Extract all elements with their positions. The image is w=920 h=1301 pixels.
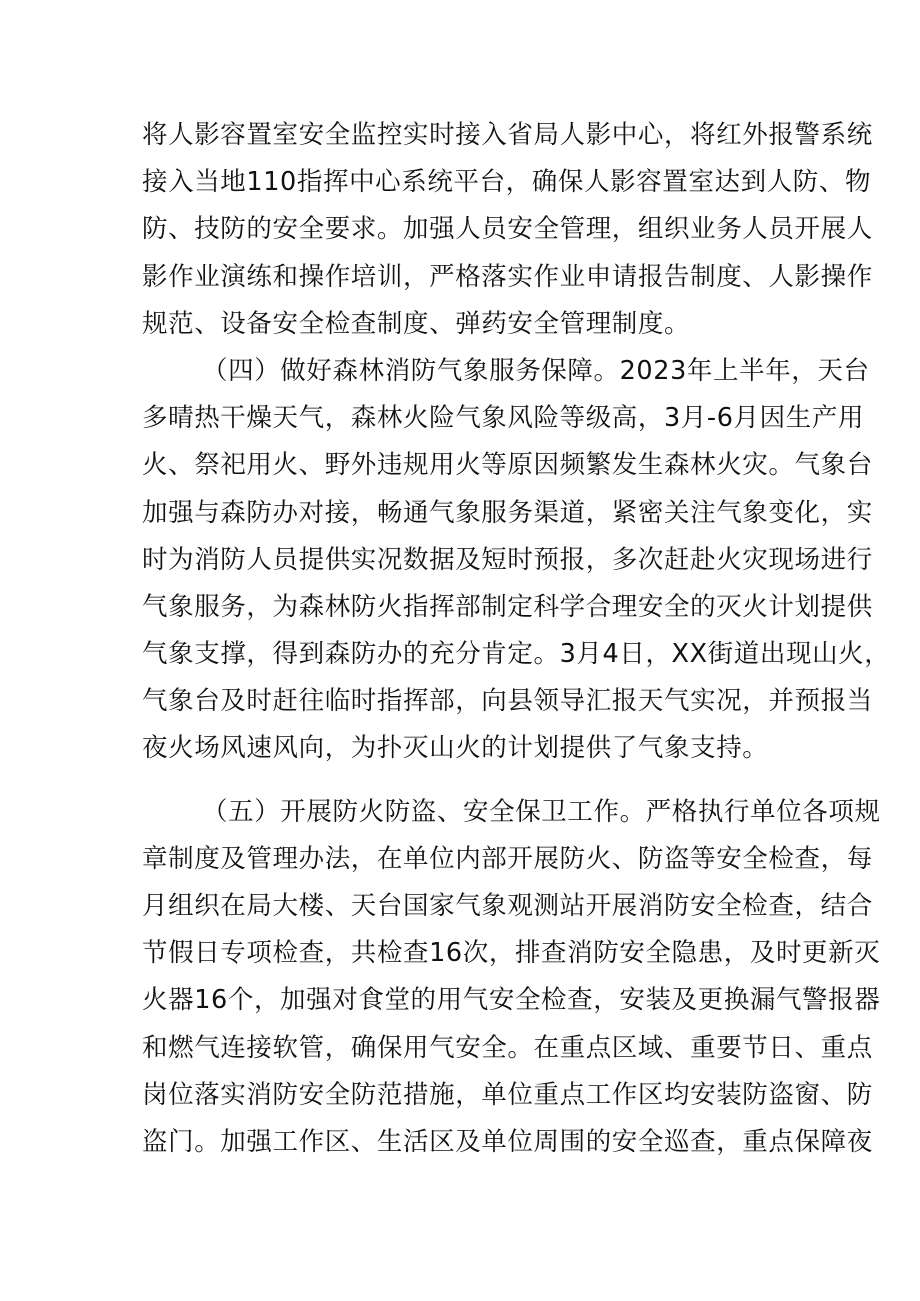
text-line: 和燃气连接软管，确保用气安全。在重点区域、重要节日、重点	[142, 1032, 873, 1063]
text-line: 火器16个，加强对食堂的用气安全检查，安装及更换漏气警报器	[142, 985, 881, 1016]
paragraph-security-monitoring	[142, 112, 873, 348]
text-line: （五）开展防火防盗、安全保卫工作。严格执行单位各项规	[202, 796, 881, 827]
text-line: 章制度及管理办法，在单位内部开展防火、防盗等安全检查，每	[142, 843, 873, 874]
text-line: 多晴热干燥天气，森林火险气象风险等级高，3月-6月因生产用	[142, 403, 865, 434]
paragraph-fire-theft-security	[142, 789, 881, 1167]
paragraph-forest-fire-service	[142, 348, 891, 773]
text-line: （四）做好森林消防气象服务保障。2023年上半年，天台	[202, 355, 870, 386]
text-line: 将人影容置室安全监控实时接入省局人影中心，将红外报警系统	[142, 120, 873, 150]
text-line: 气象台及时赶往临时指挥部，向县领导汇报天气实况，并预报当	[142, 686, 873, 717]
text-line: 影作业演练和操作培训，严格落实作业申请报告制度、人影操作	[142, 261, 873, 292]
text-line: 规范、设备安全检查制度、弹药安全管理制度。	[142, 308, 691, 339]
text-line: 气象服务，为森林防火指挥部制定科学合理安全的灭火计划提供	[142, 591, 873, 622]
text-line: 节假日专项检查，共检查16次，排查消防安全隐患，及时更新灭	[142, 938, 881, 969]
text-line: 火、祭祀用火、野外违规用火等原因频繁发生森林火灾。气象台	[142, 450, 873, 481]
text-line: 岗位落实消防安全防范措施，单位重点工作区均安装防盗窗、防	[142, 1079, 873, 1110]
document-body	[142, 112, 891, 1166]
text-line: 盗门。加强工作区、生活区及单位周围的安全巡查，重点保障夜	[142, 1126, 873, 1157]
paragraph-spacer	[142, 773, 792, 789]
text-line: 夜火场风速风向，为扑灭山火的计划提供了气象支持。	[142, 733, 769, 764]
text-line: 接入当地110指挥中心系统平台，确保人影容置室达到人防、物	[142, 167, 872, 198]
text-line: 气象支撑，得到森防办的充分肯定。3月4日，XX街道出现山火，	[142, 639, 891, 670]
text-line: 加强与森防办对接，畅通气象服务渠道，紧密关注气象变化，实	[142, 497, 873, 528]
text-line: 时为消防人员提供实况数据及短时预报，多次赶赴火灾现场进行	[142, 544, 873, 575]
text-line: 防、技防的安全要求。加强人员安全管理，组织业务人员开展人	[142, 214, 873, 245]
text-line: 月组织在局大楼、天台国家气象观测站开展消防安全检查，结合	[142, 891, 873, 921]
